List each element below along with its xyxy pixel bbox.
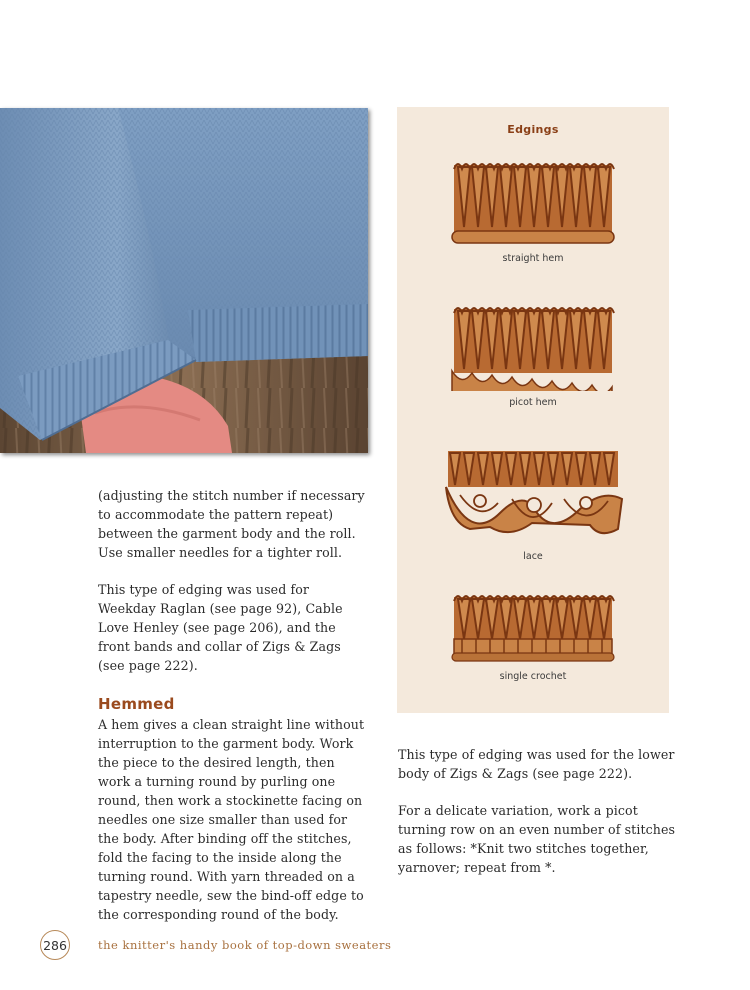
single-crochet-illustration — [448, 589, 618, 665]
swatch-label: straight hem — [502, 253, 564, 264]
body-paragraph: A hem gives a clean straight line without interruption to the garment body. Work the piece to the desired length, then work a turning round by purling one round, then work a stockinette facing on needles one size smaller than used for the body. After binding off the stitches, fold the facing to the inside along the turning round. With yarn threaded on a tapestry needle, sew the bind-off edge to the corresponding round of the body. — [98, 717, 365, 922]
right-column — [398, 745, 678, 895]
panel-title: Edgings — [507, 123, 559, 136]
edgings-panel — [397, 107, 669, 713]
page-number: 286 — [40, 930, 70, 960]
sweater-photo — [0, 108, 368, 453]
swatch-label: single crochet — [499, 671, 567, 682]
page-footer — [40, 930, 440, 962]
swatch-lace — [397, 443, 669, 562]
swatch-label: lace — [523, 551, 543, 562]
body-paragraph: For a delicate variation, work a picot turning row on an even number of stitches as follows: *Knit two stitches together, yarnover; repeat from *. — [398, 803, 676, 875]
swatch-picot-hem — [397, 299, 669, 408]
body-paragraph: (adjusting the stitch number if necessary to accommodate the pattern repeat) between the garment body and the roll. Use smaller needles for a tighter roll. — [98, 488, 365, 560]
swatch-straight-hem — [397, 155, 669, 264]
lace-illustration — [440, 443, 626, 545]
swatch-single-crochet — [397, 589, 669, 682]
body-paragraph: This type of edging was used for Weekday Raglan (see page 92), Cable Love Henley (see page 206), and the front bands and collar of Zigs & Zags (see page 222). — [98, 582, 343, 673]
straight-hem-illustration — [448, 155, 618, 247]
picot-hem-illustration — [448, 299, 618, 391]
body-paragraph: This type of edging was used for the lower body of Zigs & Zags (see page 222). — [398, 747, 675, 781]
left-column — [98, 486, 370, 942]
section-heading-hemmed: Hemmed — [98, 695, 175, 713]
swatch-label: picot hem — [509, 397, 557, 408]
running-footer-title: the knitter's handy book of top-down sweaters — [98, 938, 392, 952]
